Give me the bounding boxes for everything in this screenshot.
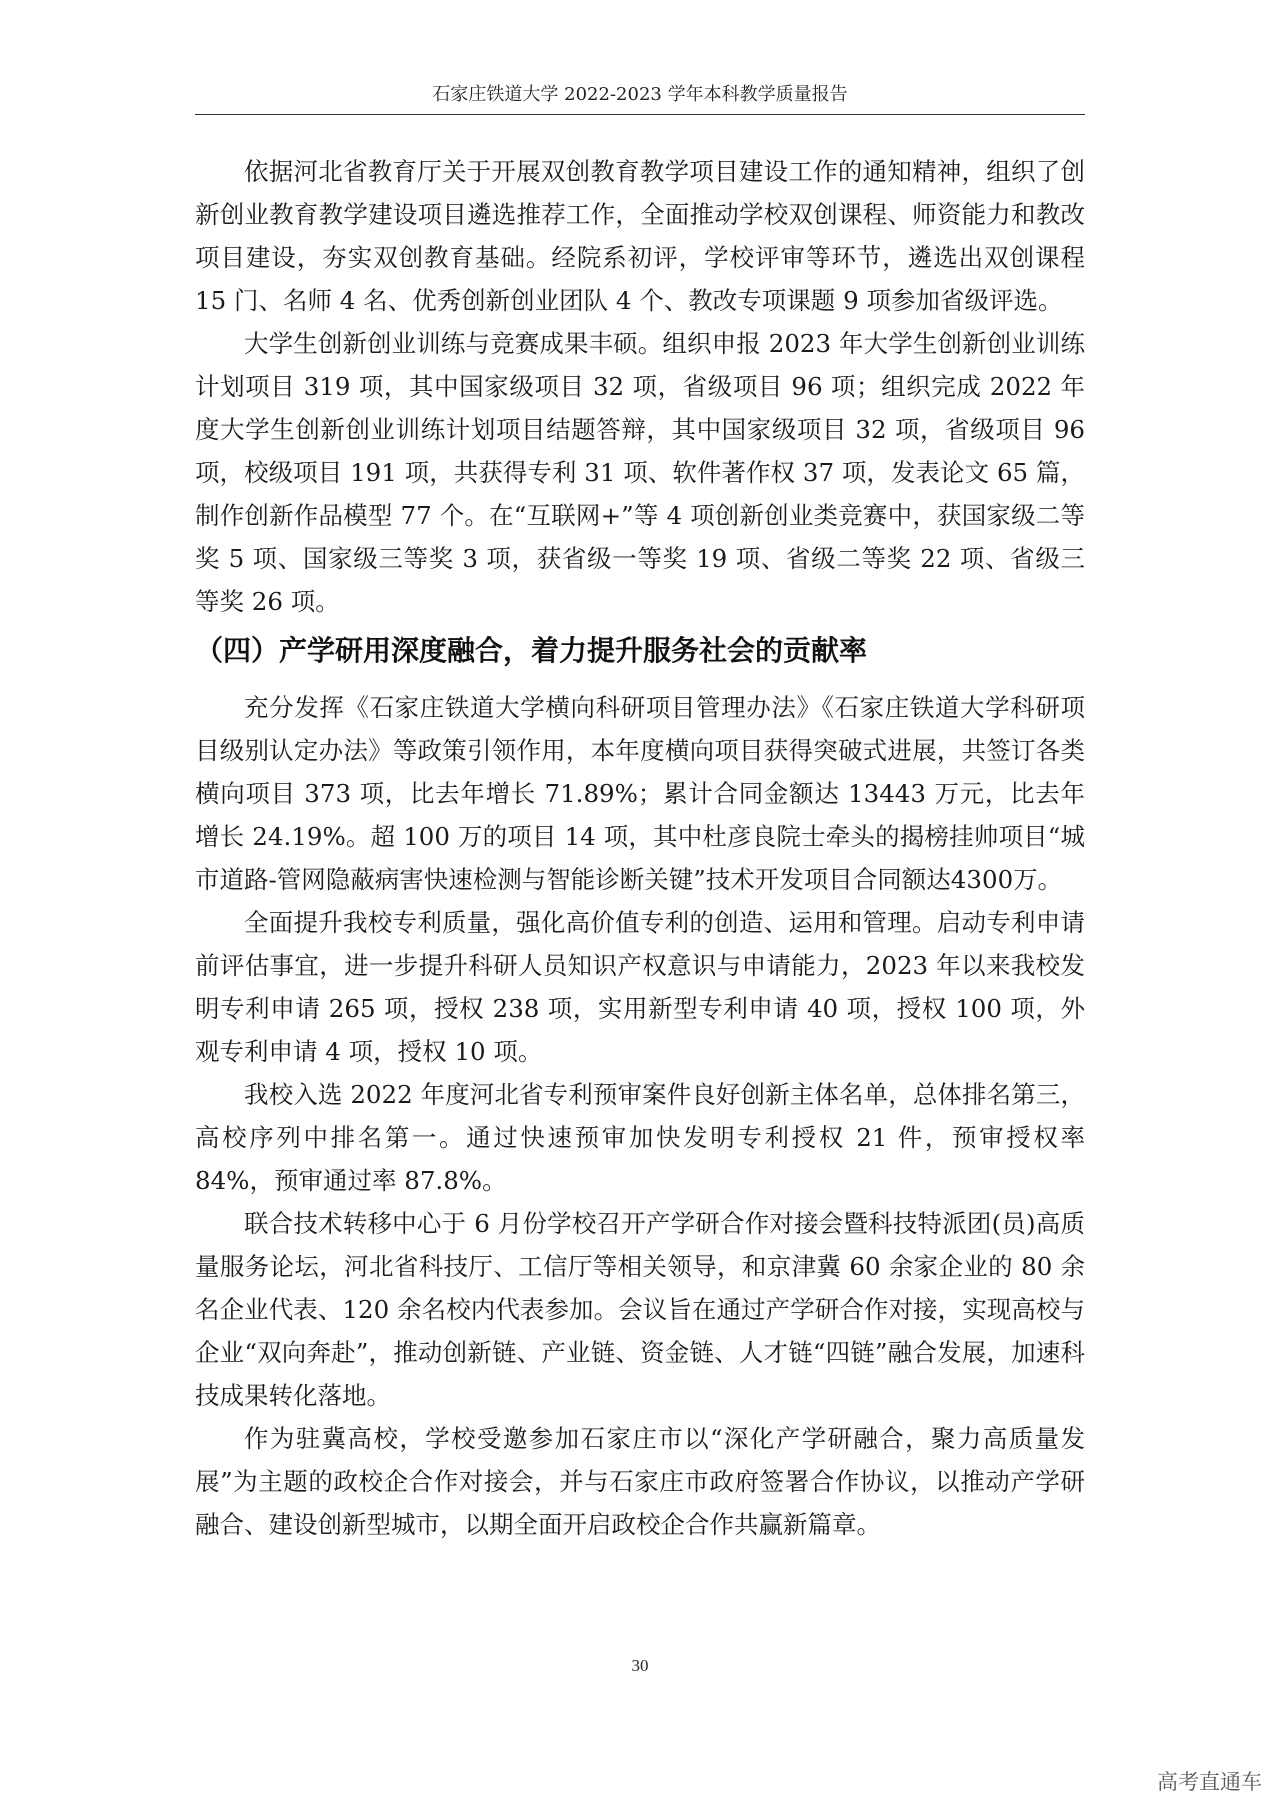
paragraph-patent-quality: 全面提升我校专利质量，强化高价值专利的创造、运用和管理。启动专利申请前评估事宜，进一步提升科研人员知识产权意识与申请能力，2023 年以来我校发明专利申请 265 项，授权 238 项，实用新型专利申请 40 项，授权 100 项，外观专利申请 4 项，授权 10 项。 (195, 908, 1085, 1066)
page-number: 30 (631, 1656, 649, 1675)
report-body (195, 150, 1085, 1546)
paragraph-innovation-projects: 依据河北省教育厅关于开展双创教育教学项目建设工作的通知精神，组织了创新创业教育教学建设项目遴选推荐工作，全面推动学校双创课程、师资能力和教改项目建设，夯实双创教育基础。经院系初评，学校评审等环节，遴选出双创课程 15 门、名师 4 名、优秀创新创业团队 4 个、教改专项课题 9 项参加省级评选。 (195, 157, 1085, 315)
header-divider (195, 114, 1085, 115)
paragraph-patent-preexam: 我校入选 2022 年度河北省专利预审案件良好创新主体名单，总体排名第三，高校序列中排名第一。通过快速预审加快发明专利授权 21 件，预审授权率 84%，预审通过率 87.8%。 (195, 1080, 1085, 1195)
running-header: 石家庄铁道大学 2022-2023 学年本科教学质量报告 (432, 84, 848, 105)
paragraph-horizontal-research: 充分发挥《石家庄铁道大学横向科研项目管理办法》《石家庄铁道大学科研项目级别认定办法》等政策引领作用，本年度横向项目获得突破式进展，共签订各类横向项目 373 项，比去年增长 71.89%；累计合同金额达 13443 万元，比去年增长 24.19%。超 100 万的项目 14 项，其中杜彦良院士牵头的揭榜挂帅项目“城市道路-管网隐蔽病害快速检测与智能诊断关键”技术开发项目合同额达4300万。 (195, 693, 1085, 894)
watermark: 高考直通车 (1157, 1770, 1262, 1794)
paragraph-cooperation: 作为驻冀高校，学校受邀参加石家庄市以“深化产学研融合，聚力高质量发展”为主题的政校企合作对接会，并与石家庄市政府签署合作协议，以推动产学研融合、建设创新型城市，以期全面开启政校企合作共赢新篇章。 (195, 1424, 1085, 1539)
paragraph-tech-transfer: 联合技术转移中心于 6 月份学校召开产学研合作对接会暨科技特派团(员)高质量服务论坛，河北省科技厅、工信厅等相关领导，和京津冀 60 余家企业的 80 余名企业代表、120 余名校内代表参加。会议旨在通过产学研合作对接，实现高校与企业“双向奔赴”，推动创新链、产业链、资金链、人才链“四链”融合发展，加速科技成果转化落地。 (195, 1209, 1085, 1410)
paragraph-student-training: 大学生创新创业训练与竞赛成果丰硕。组织申报 2023 年大学生创新创业训练计划项目 319 项，其中国家级项目 32 项，省级项目 96 项；组织完成 2022 年度大学生创新创业训练计划项目结题答辩，其中国家级项目 32 项，省级项目 96 项，校级项目 191 项，共获得专利 31 项、软件著作权 37 项，发表论文 65 篇，制作创新作品模型 77 个。在“互联网+”等 4 项创新创业类竞赛中，获国家级二等奖 5 项、国家级三等奖 3 项，获省级一等奖 19 项、省级二等奖 22 项、省级三等奖 26 项。 (195, 329, 1085, 616)
section-heading-4: （四）产学研用深度融合，着力提升服务社会的贡献率 (195, 634, 868, 667)
